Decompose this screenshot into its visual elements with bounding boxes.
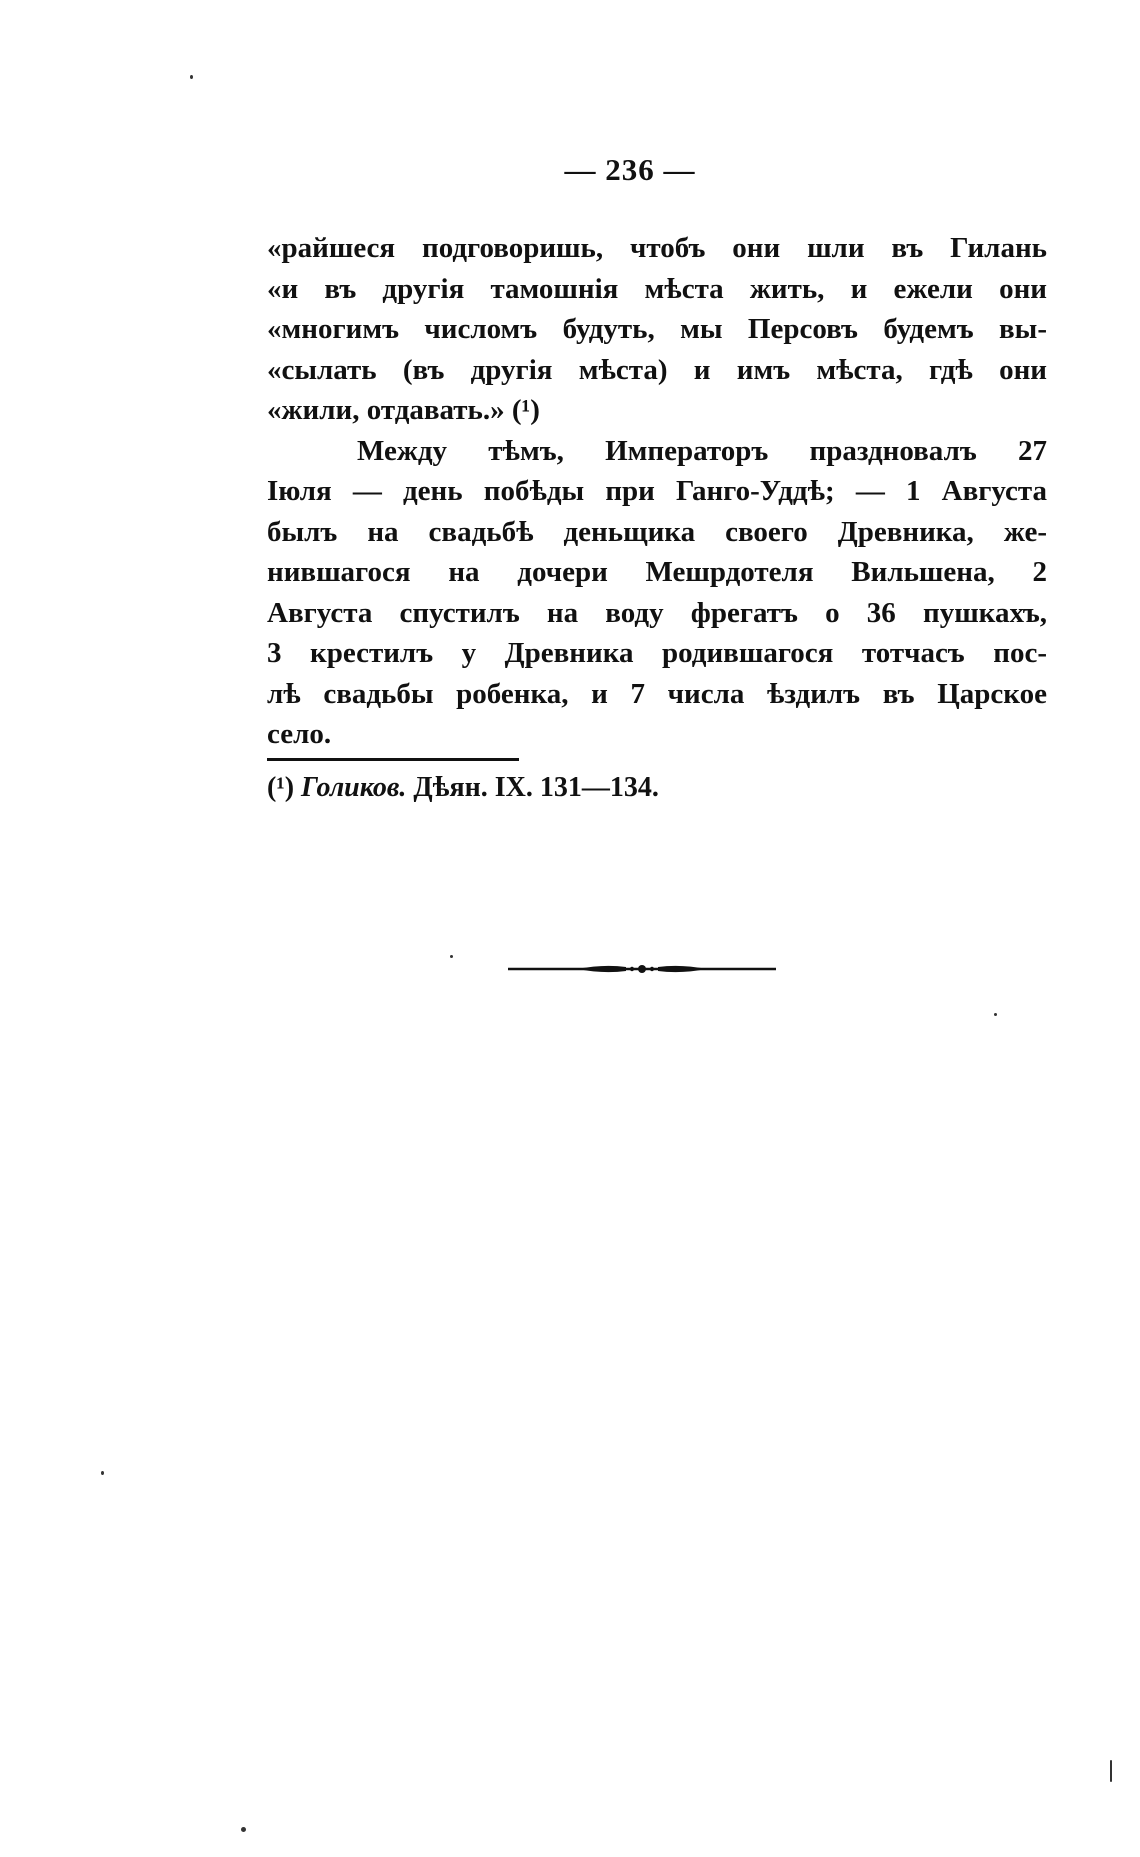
text-line: село. — [267, 718, 332, 750]
footnote — [267, 772, 659, 804]
footnote-author: Голиков. — [301, 772, 407, 803]
text-line: «многимъ числомъ будуть, мы Персовъ будемъ вы- — [267, 313, 1047, 345]
scan-speck — [241, 1827, 246, 1832]
text-line: «жили, отдавать.» (¹) — [267, 394, 540, 426]
footnote-marker: (¹) — [267, 772, 295, 803]
text-line: нившагося на дочери Мешрдотеля Вильшена, 2 — [267, 556, 1047, 588]
footnote-rule — [267, 758, 519, 761]
text-line: Августа спустилъ на воду фрегатъ о 36 пушкахъ, — [267, 596, 1047, 629]
text-line: Между тѣмъ, Императоръ праздновалъ 27 — [357, 434, 1047, 467]
scan-speck — [994, 1013, 997, 1016]
scan-speck — [190, 75, 193, 79]
text-line: лѣ свадьбы робенка, и 7 числа ѣздилъ въ Царское — [267, 677, 1047, 710]
text-line: 3 крестилъ у Древника родившагося тотчасъ пос- — [267, 637, 1047, 669]
tailpiece-ornament-icon — [508, 962, 776, 976]
footnote-reference: Дѣян. IX. 131—134. — [413, 772, 659, 803]
scan-speck — [450, 955, 453, 958]
text-line: Іюля — день побѣды при Ганго-Уддѣ; — 1 Августа — [267, 475, 1047, 507]
main-text — [267, 228, 1047, 755]
text-line: «и въ другія тамошнія мѣста жить, и ежели они — [267, 272, 1047, 305]
text-line: «райшеся подговоришь, чтобъ они шли въ Гилань — [267, 232, 1047, 264]
text-line: «сылать (въ другія мѣста) и имъ мѣста, гдѣ они — [267, 353, 1047, 386]
page-number: — 236 — — [564, 152, 696, 187]
text-line: былъ на свадьбѣ деньщика своего Древника, же- — [267, 515, 1047, 548]
scan-speck — [1110, 1760, 1112, 1782]
scan-speck — [101, 1471, 104, 1475]
